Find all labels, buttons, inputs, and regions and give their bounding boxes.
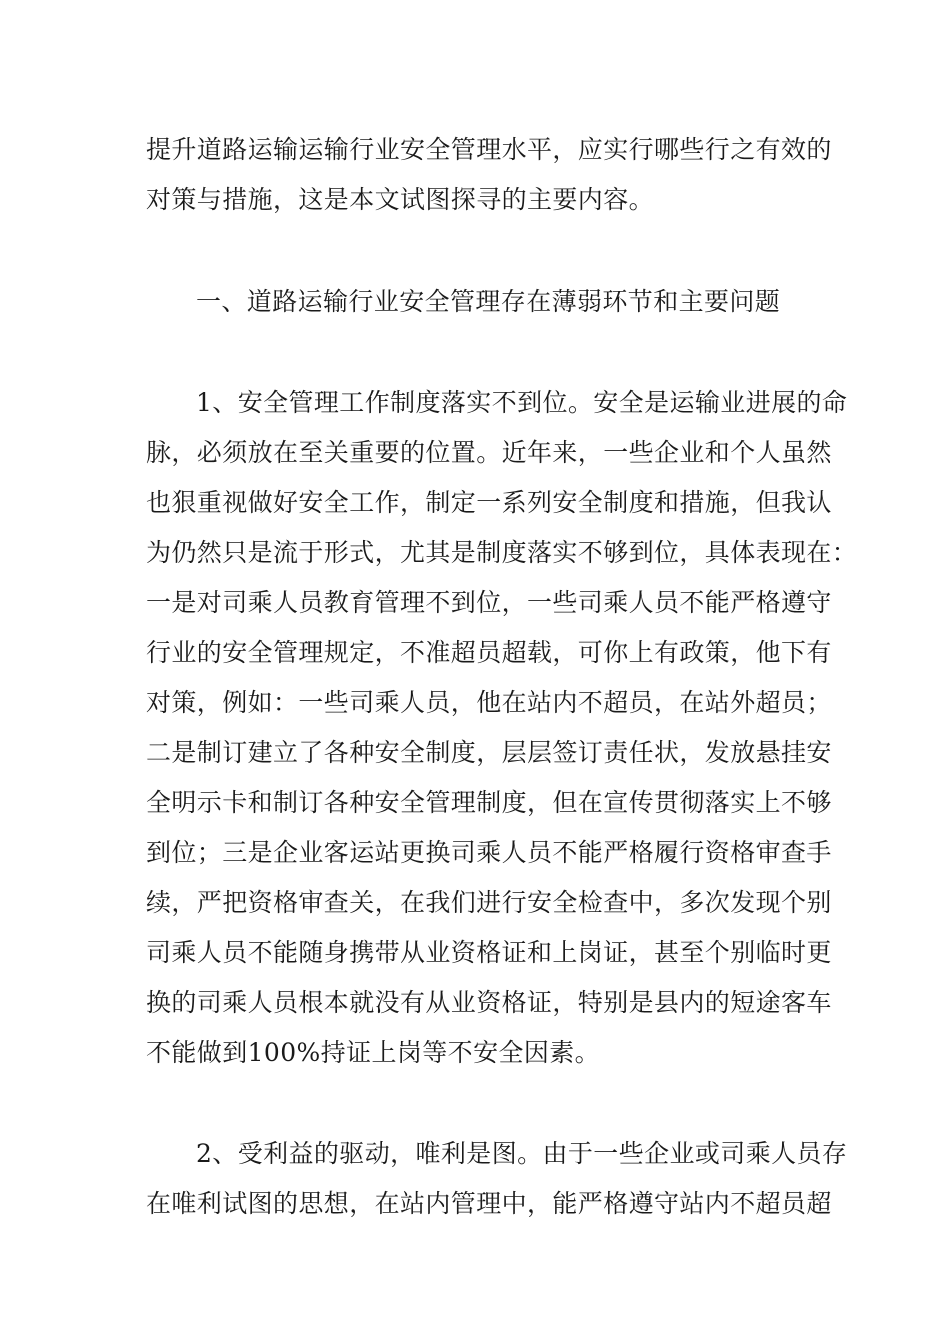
text-line: 脉，必须放在至关重要的位置。近年来，一些企业和个人虽然 — [146, 438, 832, 467]
text-line: 在唯利试图的思想，在站内管理中，能严格遵守站内不超员超 — [146, 1189, 832, 1218]
text-line: 二是制订建立了各种安全制度，层层签订责任状，发放悬挂安 — [146, 738, 832, 767]
text-line: 不能做到100%持证上岗等不安全因素。 — [146, 1038, 601, 1067]
section-heading: 一、道路运输行业安全管理存在薄弱环节和主要问题 — [196, 287, 781, 316]
text-line: 换的司乘人员根本就没有从业资格证，特别是县内的短途客车 — [146, 988, 832, 1017]
text-line: 一是对司乘人员教育管理不到位，一些司乘人员不能严格遵守 — [146, 588, 832, 617]
text-line: 到位；三是企业客运站更换司乘人员不能严格履行资格审查手 — [146, 838, 832, 867]
text-line: 全明示卡和制订各种安全管理制度，但在宣传贯彻落实上不够 — [146, 788, 832, 817]
text-line: 2、受利益的驱动，唯利是图。由于一些企业或司乘人员存 — [196, 1139, 848, 1168]
text-line: 对策，例如：一些司乘人员，他在站内不超员，在站外超员； — [146, 688, 832, 717]
text-line: 司乘人员不能随身携带从业资格证和上岗证，甚至个别临时更 — [146, 938, 832, 967]
text-line: 对策与措施，这是本文试图探寻的主要内容。 — [146, 185, 655, 214]
text-line: 也狠重视做好安全工作，制定一系列安全制度和措施，但我认 — [146, 488, 832, 517]
text-line: 提升道路运输运输行业安全管理水平，应实行哪些行之有效的 — [146, 135, 832, 164]
text-line: 行业的安全管理规定，不准超员超载，可你上有政策，他下有 — [146, 638, 832, 667]
text-line: 1、安全管理工作制度落实不到位。安全是运输业进展的命 — [196, 388, 848, 417]
text-line: 为仍然只是流于形式，尤其是制度落实不够到位，具体表现在： — [146, 538, 858, 567]
text-line: 续，严把资格审查关，在我们进行安全检查中，多次发现个别 — [146, 888, 832, 917]
